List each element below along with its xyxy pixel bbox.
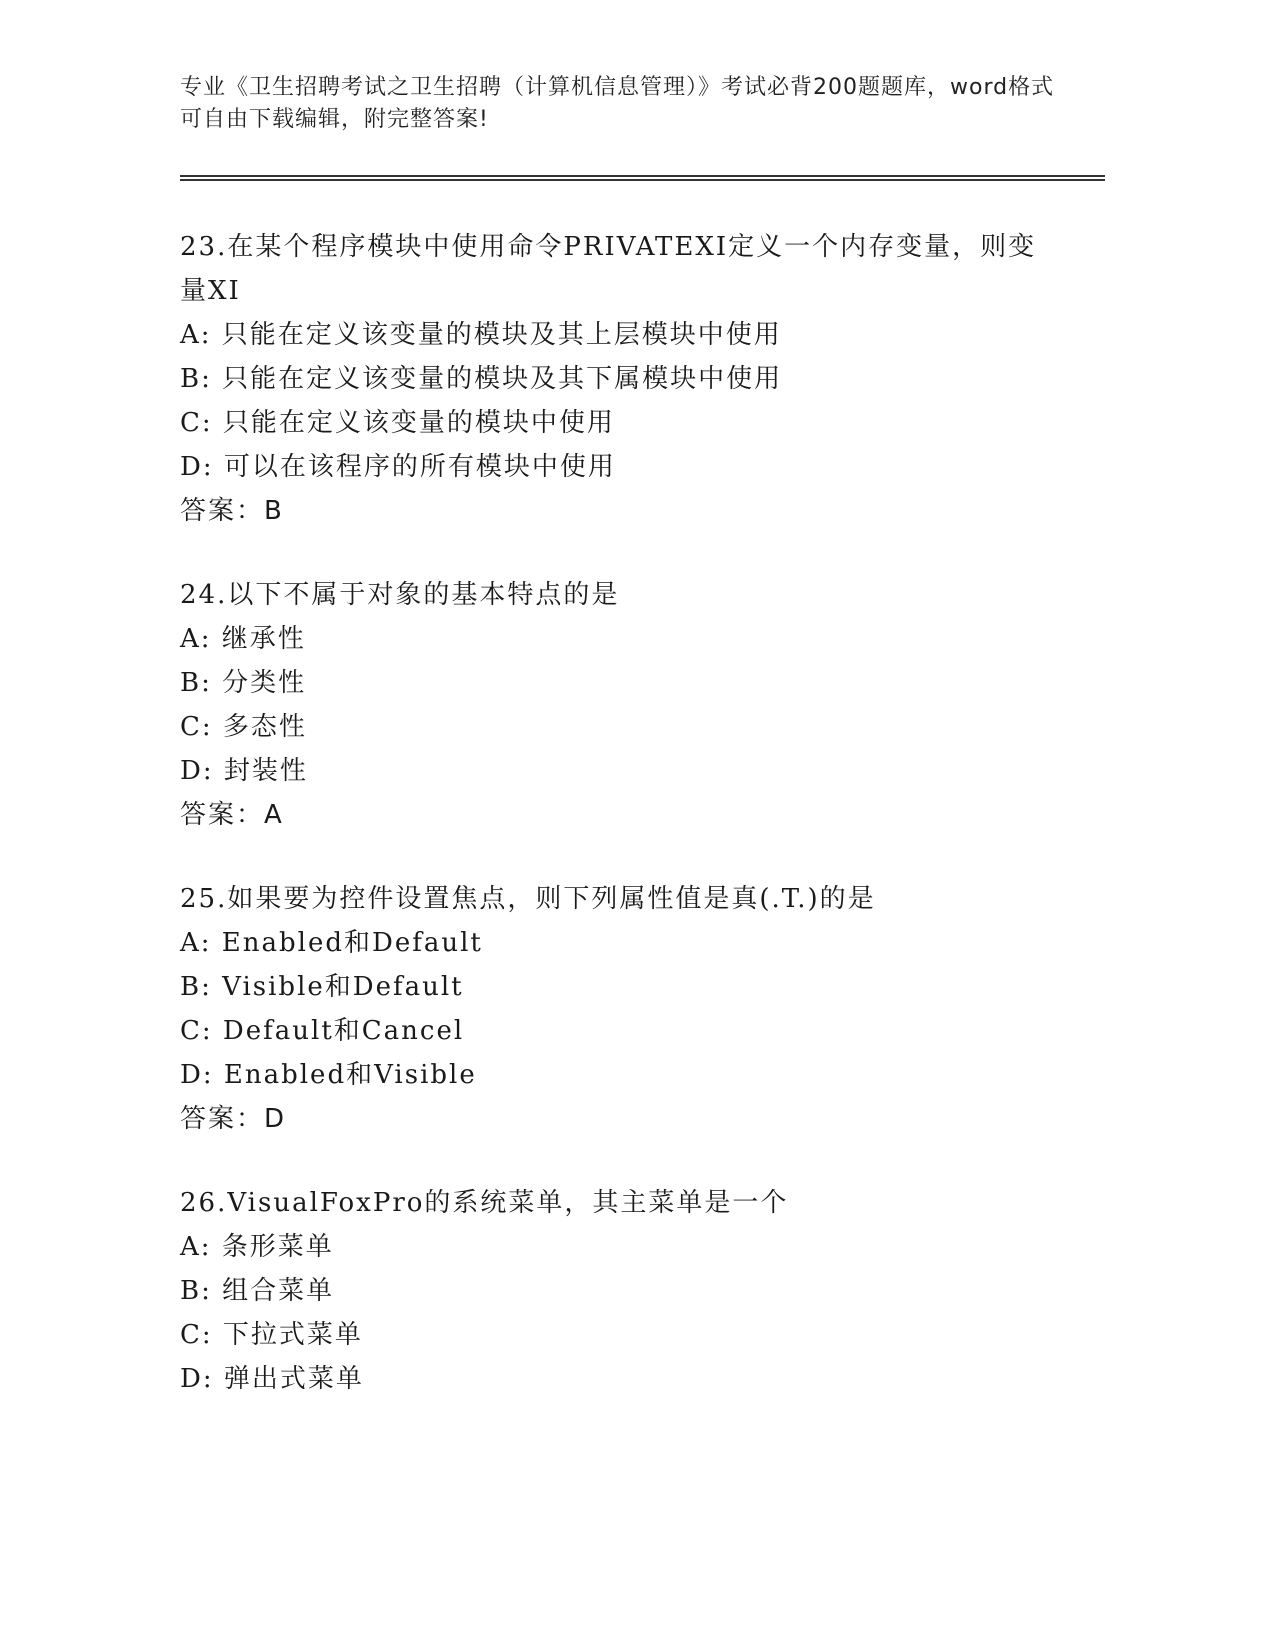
option-c: C: 下拉式菜单 xyxy=(180,1320,363,1350)
answer-line: 答案：D xyxy=(180,1104,287,1134)
option-d: D: 封装性 xyxy=(180,756,308,786)
document-header: 专业《卫生招聘考试之卫生招聘（计算机信息管理）》考试必背200题题库，word格式可自由下载编辑，附完整答案! xyxy=(180,75,1055,132)
answer-line: 答案：A xyxy=(180,800,284,830)
option-b: B: 分类性 xyxy=(180,668,307,698)
question-stem: 23.在某个程序模块中使用命令PRIVATEXI定义一个内存变量，则变量XI xyxy=(180,232,1037,306)
option-a: A: 继承性 xyxy=(180,624,306,654)
question-list xyxy=(180,225,1080,1441)
option-c: C: 只能在定义该变量的模块中使用 xyxy=(180,408,615,438)
option-a: A: 条形菜单 xyxy=(180,1232,334,1262)
option-a: A: Enabled和Default xyxy=(180,928,483,958)
answer-line: 答案：B xyxy=(180,496,284,526)
option-c: C: 多态性 xyxy=(180,712,307,742)
question-24 xyxy=(180,573,1080,837)
option-d: D: 弹出式菜单 xyxy=(180,1364,364,1394)
question-stem: 24.以下不属于对象的基本特点的是 xyxy=(180,580,620,610)
option-a: A: 只能在定义该变量的模块及其上层模块中使用 xyxy=(180,320,782,350)
header-divider xyxy=(180,175,1105,181)
option-d: D: Enabled和Visible xyxy=(180,1060,477,1090)
question-stem: 26.VisualFoxPro的系统菜单，其主菜单是一个 xyxy=(180,1188,789,1218)
option-b: B: 只能在定义该变量的模块及其下属模块中使用 xyxy=(180,364,783,394)
option-d: D: 可以在该程序的所有模块中使用 xyxy=(180,452,616,482)
question-23 xyxy=(180,225,1080,533)
option-b: B: 组合菜单 xyxy=(180,1276,335,1306)
question-stem: 25.如果要为控件设置焦点，则下列属性值是真(.T.)的是 xyxy=(180,884,876,914)
option-b: B: Visible和Default xyxy=(180,972,464,1002)
option-c: C: Default和Cancel xyxy=(180,1016,465,1046)
question-25 xyxy=(180,877,1080,1141)
question-26 xyxy=(180,1181,1080,1401)
